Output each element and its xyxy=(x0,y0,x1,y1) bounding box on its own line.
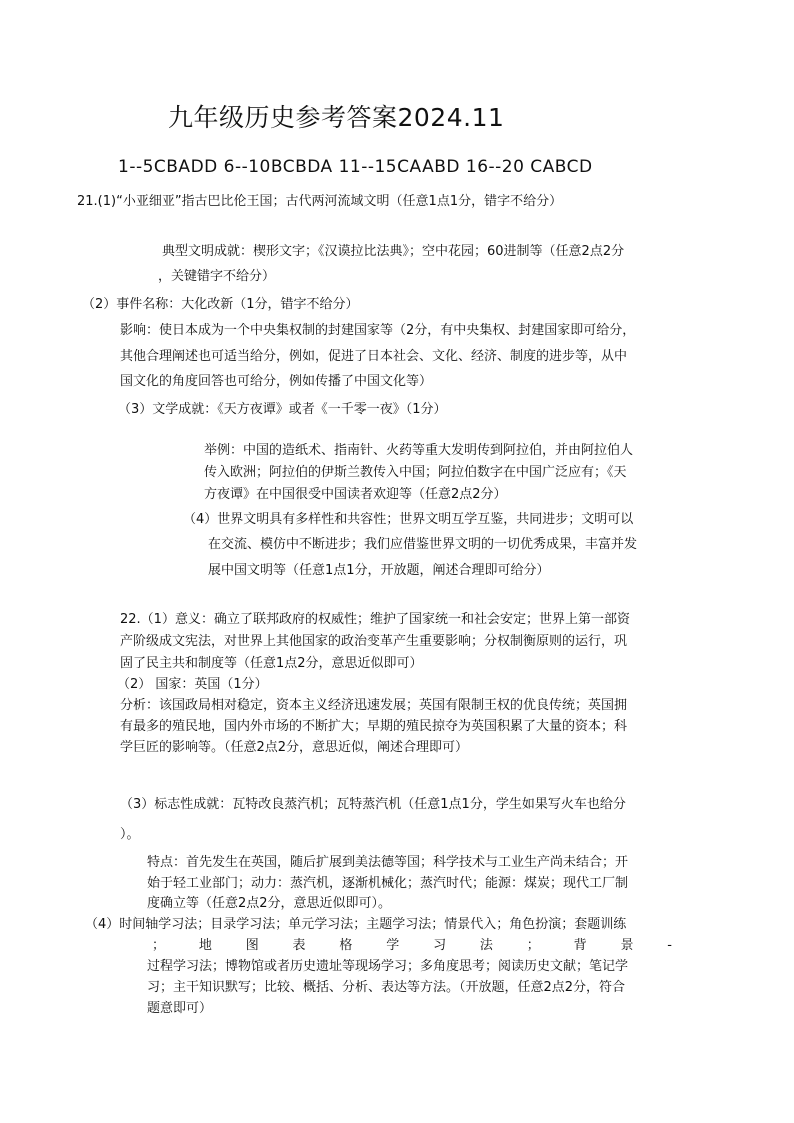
q22-line-12: 度确立等（任意2点2分，意思近似即可）。 xyxy=(147,896,392,911)
q22-line-15: 过程学习法；博物馆或者历史遗址等现场学习；多角度思考；阅读历史文献；笔记学 xyxy=(147,959,629,974)
justified-char: 图 xyxy=(245,938,259,953)
justified-char: 地 xyxy=(198,938,212,953)
multiple-choice-answers: 1--5CBADD 6--10BCBDA 11--15CAABD 16--20 CABCD xyxy=(118,157,593,177)
q22-line-1: 22.（1）意义：确立了联邦政府的权威性；维护了国家统一和社会安定；世界上第一部资 xyxy=(120,612,630,627)
q22-line-5: 分析：该国政局相对稳定，资本主义经济迅速发展；英国有限制王权的优良传统；英国拥 xyxy=(120,698,628,713)
justified-char: 学 xyxy=(386,938,400,953)
q21-line-6: 其他合理阐述也可适当给分，例如，促进了日本社会、文化、经济、制度的进步等，从中 xyxy=(120,349,628,364)
q21-line-14: 展中国文明等（任意1点1分，开放题，阐述合理即可给分） xyxy=(208,563,550,578)
q21-line-12: （4）世界文明具有多样性和共容性；世界文明互学互鉴，共同进步；文明可以 xyxy=(183,512,634,527)
q22-line-11: 始于轻工业部门；动力：蒸汽机，逐渐机械化；蒸汽时代；能源：煤炭；现代工厂制 xyxy=(147,876,629,891)
justified-char: - xyxy=(667,938,672,953)
q21-line-4: （2）事件名称：大化改新（1分，错字不给分） xyxy=(82,297,359,312)
q21-line-2: 典型文明成就：楔形文字；《汉谟拉比法典》；空中花园；60进制等（任意2点2分 xyxy=(162,244,625,259)
q21-line-13: 在交流、模仿中不断进步；我们应借鉴世界文明的一切优秀成果，丰富并发 xyxy=(208,537,638,552)
justified-char: 格 xyxy=(339,938,353,953)
q22-line-16: 习；主干知识默写；比较、概括、分析、表达等方法。（开放题，任意2点2分，符合 xyxy=(147,980,626,995)
q22-line-7: 学巨匠的影响等。（任意2点2分，意思近似，阐述合理即可） xyxy=(120,740,469,755)
justified-char: 习 xyxy=(433,938,447,953)
q21-line-7: 国文化的角度回答也可给分，例如传播了中国文化等） xyxy=(120,374,433,389)
q21-line-5: 影响：使日本成为一个中央集权制的封建国家等（2分，有中央集权、封建国家即可给分， xyxy=(120,323,636,338)
q22-line-2: 产阶级成文宪法，对世界上其他国家的政治变革产生重要影响；分权制衡原则的运行，巩 xyxy=(120,634,628,649)
justified-char: 景 xyxy=(620,938,634,953)
q21-line-3: ，关键错字不给分） xyxy=(158,269,276,284)
q22-line-13: （4）时间轴学习法；目录学习法；单元学习法；主题学习法；情景代入；角色扮演；套题训练 xyxy=(85,917,627,932)
justified-char: 表 xyxy=(292,938,306,953)
q22-line-14-justified xyxy=(152,937,672,954)
q21-line-10: 传入欧洲；阿拉伯的伊斯兰教传入中国；阿拉伯数字在中国广泛应有；《天 xyxy=(204,465,627,480)
q22-line-8: （3）标志性成就：瓦特改良蒸汽机；瓦特蒸汽机（任意1点1分，学生如果写火车也给分 xyxy=(120,797,626,812)
q22-line-17: 题意即可） xyxy=(147,1001,213,1016)
q22-line-3: 固了民主共和制度等（任意1点2分，意思近似即可） xyxy=(120,656,423,671)
q22-line-9: ）。 xyxy=(120,827,140,842)
q21-line-11: 方夜谭》在中国很受中国读者欢迎等（任意2点2分） xyxy=(204,487,507,502)
justified-char: ； xyxy=(526,938,540,953)
q21-line-9: 举例：中国的造纸术、指南针、火药等重大发明传到阿拉伯，并由阿拉伯人 xyxy=(204,443,634,458)
q21-line-8: （3）文学成就：《天方夜谭》或者《一千零一夜》（1分） xyxy=(118,402,447,417)
justified-char: 法 xyxy=(479,938,493,953)
justified-char: ； xyxy=(152,938,166,953)
q22-line-4: （2） 国家：英国（1分） xyxy=(117,677,268,692)
q22-line-10: 特点：首先发生在英国，随后扩展到美法德等国；科学技术与工业生产尚未结合；开 xyxy=(147,855,629,870)
justified-char: 背 xyxy=(573,938,587,953)
q22-line-6: 有最多的殖民地，国内外市场的不断扩大；早期的殖民掠夺为英国积累了大量的资本；科 xyxy=(120,719,628,734)
q21-line-1: 21.(1)“小亚细亚”指古巴比伦王国；古代两河流域文明（任意1点1分，错字不给分） xyxy=(77,194,563,209)
page-title: 九年级历史参考答案2024.11 xyxy=(168,103,505,132)
